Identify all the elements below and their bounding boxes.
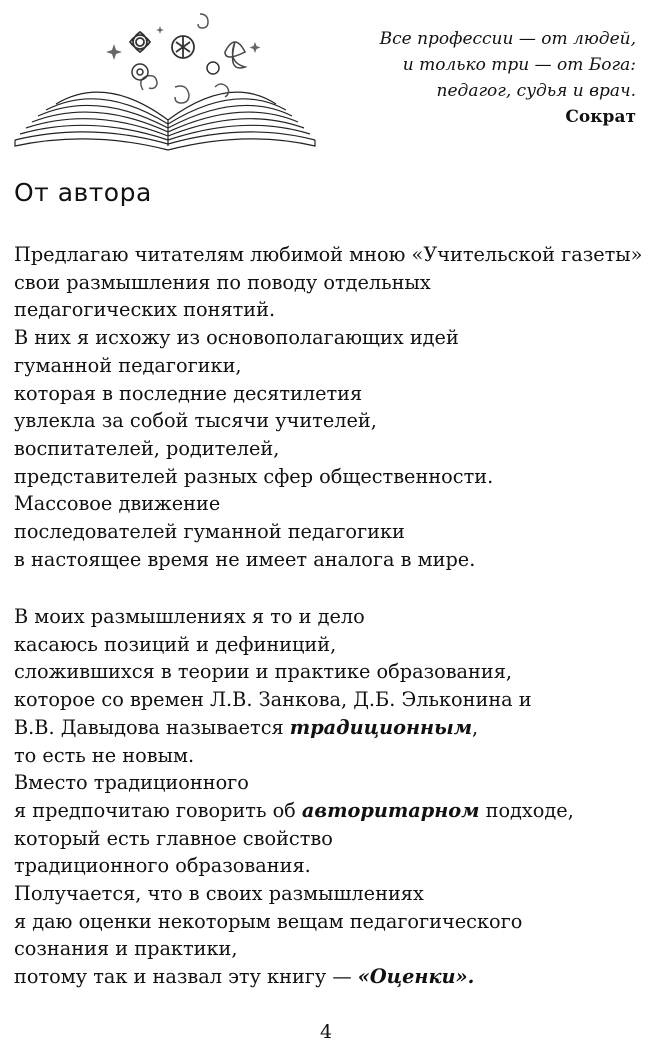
text-line: увлекла за собой тысячи учителей, [14,409,377,433]
text-segment: , [472,715,479,739]
paragraph-intro [14,241,643,573]
page-number: 4 [319,1021,333,1043]
text-line: то есть не новым. [14,743,195,767]
text-line: я даю оценки некоторым вещам педагогического [14,909,523,933]
text-line: свои размышления по поводу отдельных [14,270,431,294]
text-line: традиционного образования. [14,854,311,878]
text-line: которое со времен Л.В. Занкова, Д.Б. Эльконина и [14,688,532,712]
text-segment: В.В. Давыдова называется [14,715,290,739]
text-line [14,714,639,742]
epigraph-author: Сократ [565,107,636,127]
text-line: Получается, что в своих размышлениях [14,882,424,906]
triskele-icon [172,36,194,58]
text-line: представителей разных сфер общественности. [14,464,494,488]
text-line: касаюсь позиций и дефиниций, [14,632,337,656]
celtic-knot-icon [130,32,150,52]
text-line: В них я исхожу из основополагающих идей [14,326,459,350]
emphasis-book-title: «Оценки». [357,965,475,989]
epigraph-line: педагог, судья и врач. [436,81,636,101]
text-line: Вместо традиционного [14,771,249,795]
text-line: педагогических понятий. [14,298,276,322]
text-line: сложившихся в теории и практике образования, [14,660,513,684]
text-line [14,797,639,825]
section-heading: От автора [14,178,152,207]
text-line: который есть главное свойство [14,826,333,850]
text-segment: потому так и назвал эту книгу — [14,965,358,989]
paragraph-reflections [14,603,639,991]
text-line: сознания и практики, [14,937,238,961]
text-line: последователей гуманной педагогики [14,520,405,544]
emphasis-authoritarian: авторитарном [301,798,480,822]
text-line [14,963,639,991]
text-segment: я предпочитаю говорить об [14,798,302,822]
text-line: В моих размышлениях я то и дело [14,605,365,628]
circle-ornament-icon [132,62,219,80]
text-line: гуманной педагогики, [14,353,242,377]
epigraph [296,26,636,130]
epigraph-line: Все профессии — от людей, [379,29,636,49]
text-line: Массовое движение [14,492,221,516]
emphasis-traditional: традиционным [289,715,473,739]
epigraph-line: и только три — от Бога: [402,55,636,75]
text-line: воспитателей, родителей, [14,436,280,460]
text-line: в настоящее время не имеет аналога в мире. [14,547,476,571]
text-segment: подходе, [479,798,574,822]
trinity-knot-icon [225,42,245,68]
text-line: которая в последние десятилетия [14,381,363,405]
text-line: Предлагаю читателям любимой мною «Учительской газеты» [14,243,643,266]
open-book-illustration [10,2,320,152]
